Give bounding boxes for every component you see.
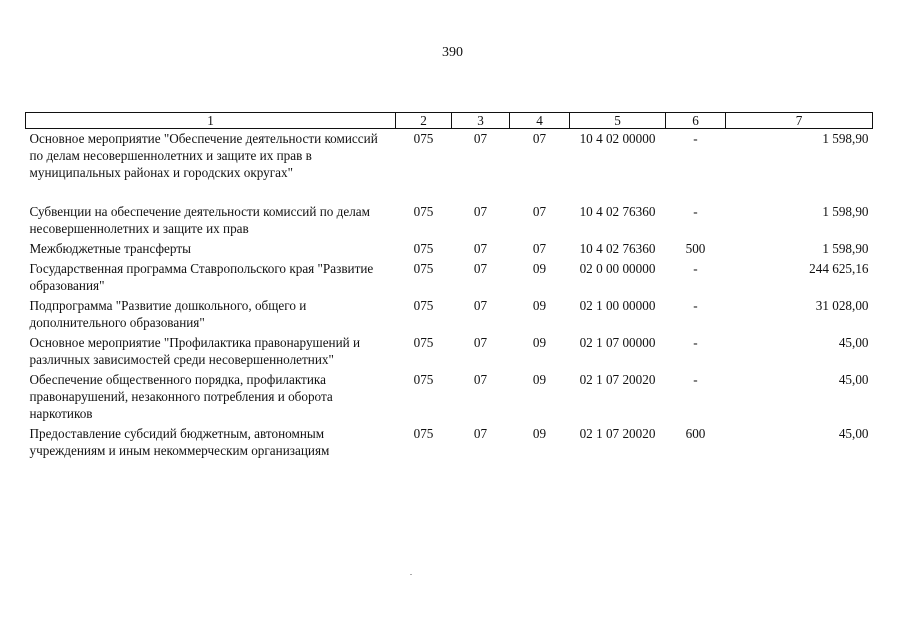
row-expense-type: - [693, 298, 698, 313]
column-header-4: 4 [510, 113, 570, 129]
row-ministry-code: 075 [413, 426, 434, 441]
row-target-article: 02 0 00 00000 [579, 261, 656, 276]
row-ministry-code: 075 [413, 335, 434, 350]
row-expense-type: - [693, 204, 698, 219]
row-section: 07 [473, 204, 488, 219]
row-ministry-code: 075 [413, 204, 434, 219]
row-amount: 45,00 [838, 372, 869, 387]
table-row [26, 129, 873, 203]
row-name: Государственная программа Ставропольского края "Развитие образования" [29, 261, 374, 293]
row-subsection: 09 [532, 426, 547, 441]
row-expense-type: - [693, 131, 698, 146]
row-section: 07 [473, 335, 488, 350]
row-subsection: 07 [532, 241, 547, 256]
row-ministry-code: 075 [413, 298, 434, 313]
table-row [26, 333, 873, 370]
scan-speck [410, 574, 412, 575]
row-expense-type: 500 [685, 241, 706, 256]
row-expense-type: - [693, 335, 698, 350]
row-name: Предоставление субсидий бюджетным, автономным учреждениям и иным некоммерческим организациям [29, 426, 330, 458]
table-row [26, 370, 873, 424]
row-amount: 244 625,16 [809, 261, 869, 276]
row-target-article: 02 1 07 20020 [579, 372, 656, 387]
row-expense-type: 600 [685, 426, 706, 441]
row-target-article: 02 1 07 00000 [579, 335, 656, 350]
row-section: 07 [473, 298, 488, 313]
row-ministry-code: 075 [413, 372, 434, 387]
column-header-1: 1 [26, 113, 396, 129]
row-target-article: 10 4 02 76360 [579, 204, 656, 219]
header-row [26, 113, 873, 129]
row-amount: 1 598,90 [822, 204, 869, 219]
row-section: 07 [473, 426, 488, 441]
row-amount: 31 028,00 [815, 298, 869, 313]
table-row [26, 202, 873, 239]
row-expense-type: - [693, 261, 698, 276]
table-header [26, 113, 873, 129]
row-name: Основное мероприятие "Профилактика правонарушений и различных зависимостей среди несовершеннолетних" [29, 335, 361, 367]
row-subsection: 09 [532, 261, 547, 276]
row-name: Межбюджетные трансферты [29, 241, 191, 256]
row-target-article: 10 4 02 00000 [579, 131, 656, 146]
column-header-5: 5 [570, 113, 666, 129]
table-row [26, 259, 873, 296]
row-section: 07 [473, 372, 488, 387]
row-amount: 45,00 [838, 335, 869, 350]
column-header-3: 3 [452, 113, 510, 129]
row-expense-type: - [693, 372, 698, 387]
row-subsection: 07 [532, 131, 547, 146]
row-name: Основное мероприятие "Обеспечение деятельности комиссий по делам несовершеннолетних и защите их прав в муниципальных районах и городских округах" [29, 131, 378, 180]
row-target-article: 02 1 07 20020 [579, 426, 656, 441]
column-header-6: 6 [666, 113, 726, 129]
budget-table [25, 112, 873, 461]
row-name: Подпрограмма "Развитие дошкольного, общего и дополнительного образования" [29, 298, 307, 330]
row-amount: 45,00 [838, 426, 869, 441]
row-subsection: 09 [532, 335, 547, 350]
row-amount: 1 598,90 [822, 241, 869, 256]
row-section: 07 [473, 261, 488, 276]
row-target-article: 02 1 00 00000 [579, 298, 656, 313]
row-ministry-code: 075 [413, 261, 434, 276]
row-subsection: 09 [532, 298, 547, 313]
table-body [26, 129, 873, 462]
column-header-7: 7 [726, 113, 873, 129]
row-name: Субвенции на обеспечение деятельности комиссий по делам несовершеннолетних и защите их прав [29, 204, 371, 236]
row-ministry-code: 075 [413, 131, 434, 146]
table-row [26, 424, 873, 461]
row-name: Обеспечение общественного порядка, профилактика правонарушений, незаконного потребления и оборота наркотиков [29, 372, 333, 421]
column-header-2: 2 [396, 113, 452, 129]
row-section: 07 [473, 241, 488, 256]
table-row [26, 296, 873, 333]
row-ministry-code: 075 [413, 241, 434, 256]
row-amount: 1 598,90 [822, 131, 869, 146]
row-target-article: 10 4 02 76360 [579, 241, 656, 256]
row-subsection: 07 [532, 204, 547, 219]
table-row [26, 239, 873, 259]
page-number: 390 [442, 45, 463, 60]
row-section: 07 [473, 131, 488, 146]
row-subsection: 09 [532, 372, 547, 387]
